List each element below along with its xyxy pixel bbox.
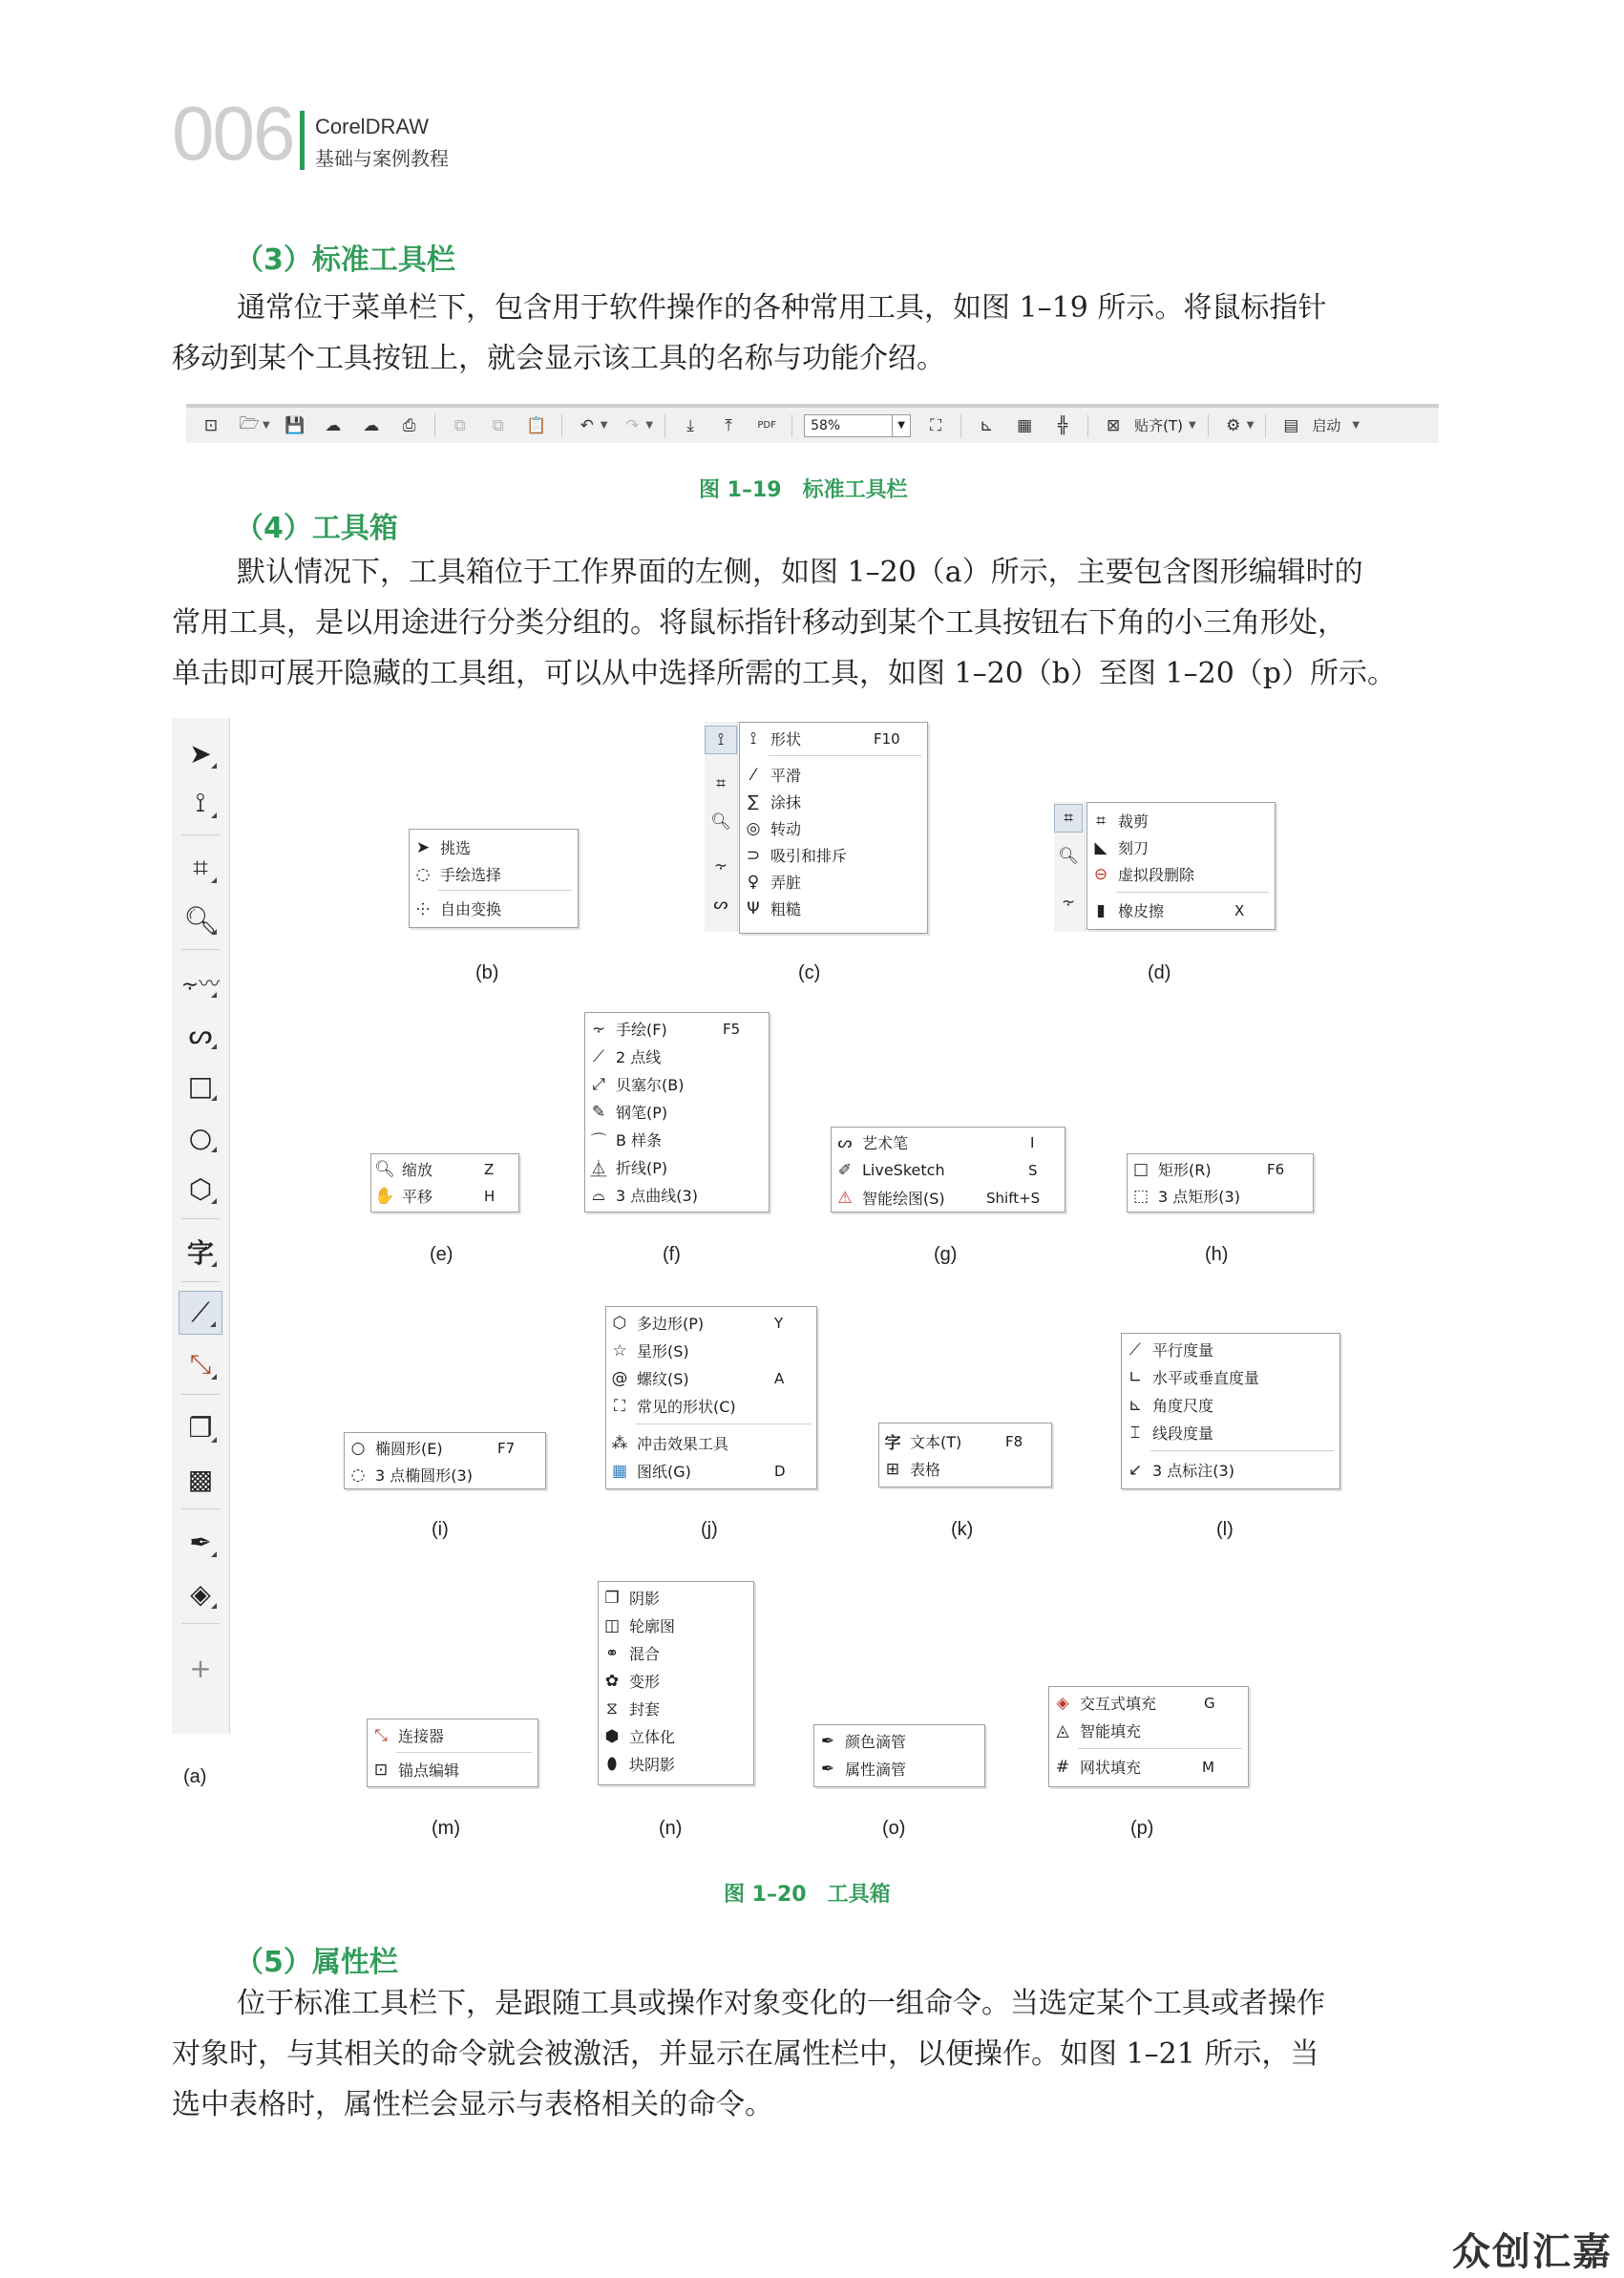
quick-customize-icon[interactable]: + — [189, 1652, 212, 1684]
menu-separator — [769, 755, 921, 756]
grid-icon[interactable]: ▦ — [1017, 415, 1033, 435]
dropdown-arrow-icon[interactable]: ▼ — [263, 420, 270, 431]
dropdown-arrow-icon[interactable]: ▼ — [1188, 420, 1196, 431]
full-screen-preview-icon[interactable]: ⛶ — [930, 415, 942, 435]
ellipse-tool-icon[interactable]: ○ — [172, 1115, 229, 1159]
menu-item[interactable]: ☆ 星形(S) — [606, 1337, 689, 1364]
three-point-ellipse-icon: ◌ — [350, 1465, 366, 1485]
menu-separator — [1078, 1748, 1242, 1749]
subfigure-label-g: (g) — [934, 1244, 958, 1265]
cloud-download-icon[interactable]: ☁ — [325, 415, 342, 435]
new-document-icon[interactable]: ⊡ — [203, 415, 219, 435]
menu-item[interactable]: ◣ 刻刀 — [1087, 833, 1149, 861]
color-eyedropper-icon: ✒ — [820, 1731, 835, 1751]
subfigure-label-d: (d) — [1148, 962, 1171, 983]
para-line: 选中表格时，属性栏会显示与表格相关的命令。 — [172, 2088, 773, 2121]
drop-shadow-tool-icon[interactable]: ❐ — [172, 1405, 229, 1449]
cloud-upload-icon[interactable]: ☁ — [363, 415, 380, 435]
toolbar-separator — [1265, 414, 1266, 437]
subfigure-label-a: (a) — [183, 1766, 207, 1787]
pick-icon: ➤ — [415, 837, 431, 857]
menu-item[interactable]: ∑ 涂抹 — [740, 788, 801, 815]
polygon-tool-flyout — [605, 1306, 817, 1489]
freehand-tool-icon[interactable]: ⸟ — [713, 856, 728, 875]
menu-separator — [1116, 892, 1269, 893]
menu-item[interactable]: ○ 椭圆形(E) F7 — [345, 1434, 443, 1462]
three-point-rectangle-icon: ⬚ — [1132, 1186, 1149, 1206]
section-heading-property-bar: （5）属性栏 — [235, 1946, 398, 1979]
shape-tool-icon[interactable]: ⟟ — [172, 781, 229, 825]
subfigure-label-n: (n) — [659, 1818, 683, 1839]
toolbox-separator — [181, 1623, 220, 1624]
menu-item[interactable]: ⬡ 多边形(P) Y — [606, 1309, 704, 1337]
menu-item[interactable]: ◌ 3 点椭圆形(3) — [345, 1461, 473, 1488]
menu-item[interactable]: ⬚ 3 点矩形(3) — [1128, 1182, 1240, 1210]
drop-shadow-icon: ❐ — [604, 1588, 620, 1608]
attract-repel-icon: ⊃ — [746, 845, 761, 865]
two-point-line-icon: ⟋ — [593, 1046, 604, 1066]
star-icon: ☆ — [612, 1340, 627, 1360]
menu-item[interactable]: ⧖ 封套 — [599, 1695, 660, 1722]
menu-item[interactable]: 🔍︎ 缩放 Z — [371, 1155, 432, 1183]
zoom-level-value: 58% — [811, 417, 841, 433]
text-tool-flyout — [878, 1423, 1052, 1487]
text-tool-icon[interactable]: 字 — [172, 1230, 229, 1274]
options-gear-icon[interactable]: ⚙ — [1226, 415, 1241, 435]
toolbox-separator — [181, 1218, 220, 1219]
envelope-icon: ⧖ — [606, 1698, 618, 1719]
text-icon: 字 — [884, 1434, 901, 1453]
anchor-edit-icon: ⊡ — [373, 1760, 389, 1780]
freehand-tool-icon[interactable]: ⸟〰 — [180, 972, 221, 997]
chevron-down-icon[interactable]: ▼ — [892, 415, 910, 436]
para-line: 移动到某个工具按钮上，就会显示该工具的名称与功能介绍。 — [172, 342, 945, 375]
menu-item[interactable]: ⸟ 手绘(F) F5 — [585, 1015, 667, 1043]
menu-item[interactable]: 字 文本(T) F8 — [879, 1427, 961, 1455]
toolbox-side-strip — [705, 722, 738, 932]
rectangle-icon: □ — [1132, 1159, 1149, 1179]
subfigure-label-o: (o) — [882, 1818, 906, 1839]
artistic-media-tool-icon[interactable]: ᔕ — [713, 895, 728, 914]
menu-item[interactable]: ⁂ 冲击效果工具 — [606, 1429, 728, 1457]
menu-item[interactable]: ⬮ 块阴影 — [599, 1750, 675, 1778]
dropdown-arrow-icon[interactable]: ▼ — [1246, 420, 1255, 431]
common-shapes-icon: ⛶ — [614, 1396, 625, 1416]
pan-hand-icon: ✋ — [374, 1186, 395, 1206]
menu-item[interactable]: ↙ 3 点标注(3) — [1122, 1456, 1234, 1484]
redo-icon[interactable]: ↷ — [625, 415, 640, 435]
artistic-media-flyout — [831, 1127, 1065, 1213]
export-icon[interactable]: ⤒ — [725, 415, 732, 435]
import-icon[interactable]: ⤓ — [686, 415, 694, 435]
menu-item[interactable]: ⸭ 自由变换 — [410, 895, 501, 922]
menu-item[interactable]: ✋ 平移 H — [371, 1182, 432, 1210]
bezier-icon: ⤢ — [592, 1074, 605, 1094]
eyedropper-tool-flyout — [813, 1724, 985, 1787]
para-line: 默认情况下，工具箱位于工作界面的左侧，如图 1–20（a）所示，主要包含图形编辑时的 — [237, 556, 1363, 589]
graph-paper-icon: ▦ — [611, 1461, 628, 1481]
menu-separator — [1150, 1450, 1334, 1451]
smear-icon: ∑ — [748, 791, 759, 812]
launch-button[interactable]: 启动 — [1312, 417, 1341, 434]
parallel-dimension-icon: ⟋ — [1129, 1339, 1141, 1360]
toolbox-separator — [181, 949, 220, 950]
mesh-fill-icon: # — [1055, 1757, 1070, 1777]
menu-item[interactable]: ◈ 交互式填充 G — [1049, 1689, 1156, 1717]
dropdown-arrow-icon[interactable]: ▼ — [1352, 420, 1360, 431]
toolbox-separator — [181, 834, 220, 835]
menu-item[interactable]: ◌ 手绘选择 — [410, 860, 501, 888]
menu-item[interactable]: ⊡ 锚点编辑 — [368, 1756, 459, 1783]
distort-icon: ✿ — [604, 1671, 620, 1691]
spiral-icon: @ — [611, 1368, 628, 1388]
attributes-eyedropper-icon: ✒ — [820, 1759, 835, 1779]
polygon-tool-icon[interactable]: ⬡ — [172, 1167, 229, 1211]
virtual-segment-delete-icon: ⊖ — [1093, 864, 1108, 884]
interactive-fill-icon: ◈ — [1056, 1693, 1069, 1713]
freehand-pick-icon: ◌ — [415, 864, 431, 884]
zoom-tool-icon[interactable]: 🔍︎ — [183, 903, 218, 936]
menu-item[interactable]: ◎ 转动 — [740, 814, 801, 842]
smudge-icon: ♀ — [747, 872, 760, 892]
subfigure-label-p: (p) — [1130, 1818, 1154, 1839]
menu-item[interactable]: ⬢ 立体化 — [599, 1722, 675, 1750]
subfigure-label-l: (l) — [1216, 1519, 1234, 1540]
freehand-icon: ⸟ — [591, 1019, 606, 1039]
watermark: 众创汇嘉 — [1452, 2230, 1613, 2274]
subfigure-label-h: (h) — [1205, 1244, 1229, 1265]
menu-item[interactable]: ✒ 属性滴管 — [814, 1755, 906, 1782]
menu-item[interactable]: ⚠ 智能绘图(S) Shift+S — [832, 1184, 945, 1212]
toolbar-separator — [791, 414, 792, 437]
polyline-icon: ⏅ — [590, 1160, 607, 1179]
block-shadow-icon: ⬮ — [606, 1754, 618, 1774]
menu-item[interactable]: ⟋ 平行度量 — [1122, 1336, 1213, 1363]
toolbox-side-strip — [1054, 802, 1086, 932]
connector-tool-icon[interactable]: ⤡ — [172, 1342, 229, 1386]
shape-tool-icon[interactable]: ⟟ — [705, 726, 737, 754]
toolbar-separator — [561, 414, 562, 437]
save-icon[interactable]: 💾 — [285, 415, 306, 435]
menu-item[interactable]: ✿ 变形 — [599, 1667, 660, 1695]
segment-dimension-icon: ⌶ — [1129, 1423, 1141, 1443]
header-title: CorelDRAW — [315, 115, 429, 138]
polygon-icon: ⬡ — [612, 1313, 627, 1333]
angular-dimension-icon: ⊾ — [1128, 1395, 1143, 1415]
eyedropper-tool-icon[interactable]: ✒ — [172, 1520, 229, 1564]
menu-item[interactable]: Ψ 粗糙 — [740, 895, 801, 922]
section-heading-standard-toolbar: （3）标准工具栏 — [235, 243, 455, 277]
toolbox-separator — [181, 1508, 220, 1509]
menu-item[interactable]: ⏅ 折线(P) — [585, 1153, 667, 1181]
blend-icon: ⚭ — [604, 1643, 620, 1663]
zoom-tool-flyout — [370, 1153, 519, 1213]
menu-item[interactable]: ➤ 挑选 — [410, 833, 471, 861]
freehand-tool-icon[interactable]: ⸟ — [1061, 893, 1076, 912]
copy-icon[interactable]: ⧉ — [492, 415, 504, 435]
transparency-tool-icon[interactable]: ▩ — [187, 1463, 214, 1495]
pick-tool-flyout — [409, 829, 579, 928]
menu-item[interactable]: @ 螺纹(S) A — [606, 1364, 689, 1392]
dropdown-arrow-icon[interactable]: ▼ — [645, 420, 654, 431]
menu-item[interactable]: ◬ 智能填充 — [1049, 1717, 1141, 1744]
menu-item[interactable]: ◫ 轮廓图 — [599, 1612, 675, 1639]
subfigure-label-k: (k) — [951, 1519, 974, 1540]
menu-item[interactable]: ⛶ 常见的形状(C) — [606, 1392, 736, 1420]
para-line: 单击即可展开隐藏的工具组，可以从中选择所需的工具，如图 1–20（b）至图 1–20（p）所示。 — [172, 657, 1397, 690]
three-point-curve-icon: ⌓ — [592, 1185, 605, 1205]
crop-icon: ⌗ — [1096, 811, 1106, 831]
livesketch-icon: ✐ — [837, 1160, 853, 1180]
ellipse-icon: ○ — [350, 1438, 366, 1458]
menu-item[interactable]: ⟋ 2 点线 — [585, 1043, 661, 1070]
contour-icon: ◫ — [603, 1615, 621, 1635]
menu-item[interactable]: ⤢ 贝塞尔(B) — [585, 1070, 684, 1098]
interactive-fill-tool-icon[interactable]: ◈ — [172, 1571, 229, 1615]
menu-item[interactable]: ∟ 水平或垂直度量 — [1122, 1363, 1259, 1391]
roughen-icon: Ψ — [747, 898, 760, 918]
artistic-media-icon: ᔕ — [837, 1132, 853, 1152]
rectangle-tool-flyout — [1127, 1153, 1314, 1213]
knife-icon: ◣ — [1094, 837, 1107, 857]
rulers-icon[interactable]: ⊾ — [979, 415, 994, 435]
menu-item[interactable]: □ 矩形(R) F6 — [1128, 1155, 1212, 1183]
section-heading-toolbox: （4）工具箱 — [235, 512, 398, 545]
dropdown-arrow-icon[interactable]: ▼ — [600, 420, 608, 431]
subfigure-label-e: (e) — [430, 1244, 453, 1265]
para-line: 常用工具，是以用途进行分类分组的。将鼠标指针移动到某个工具按钮右下角的小三角形处， — [172, 606, 1346, 640]
header-divider — [300, 111, 305, 170]
menu-item[interactable]: ⌒ B 样条 — [585, 1126, 662, 1153]
menu-item[interactable]: ⌓ 3 点曲线(3) — [585, 1181, 698, 1209]
toolbox-separator — [181, 1394, 220, 1395]
menu-item[interactable]: ▮ 橡皮擦 X — [1087, 896, 1164, 924]
b-spline-icon: ⌒ — [590, 1132, 607, 1151]
twirl-icon: ◎ — [746, 818, 761, 838]
zoom-icon: 🔍︎ — [374, 1159, 395, 1179]
free-transform-icon: ⸭ — [416, 900, 430, 919]
subfigure-label-b: (b) — [475, 962, 499, 983]
effects-tool-flyout — [598, 1581, 754, 1785]
menu-item[interactable]: ⌶ 线段度量 — [1122, 1419, 1213, 1446]
subfigure-label-m: (m) — [432, 1818, 460, 1839]
print-icon[interactable]: ⎙ — [402, 415, 416, 435]
menu-separator — [396, 1752, 532, 1753]
menu-item[interactable]: ✎ 钢笔(P) — [585, 1098, 667, 1126]
menu-item[interactable]: ♀ 弄脏 — [740, 868, 801, 896]
paragraph-toolbox — [172, 547, 1451, 699]
pdf-export-icon[interactable]: PDF — [757, 420, 776, 431]
smooth-icon: ⁄ — [751, 765, 755, 785]
zoom-level-select[interactable] — [804, 414, 911, 437]
extrude-icon: ⬢ — [604, 1726, 620, 1746]
paste-icon[interactable]: 📋 — [526, 415, 547, 435]
menu-item[interactable]: ⚭ 混合 — [599, 1639, 660, 1667]
para-line: 通常位于菜单栏下，包含用于软件操作的各种常用工具，如图 1–19 所示。将鼠标指针 — [237, 291, 1327, 325]
connector-icon: ⤡ — [374, 1725, 388, 1745]
undo-icon[interactable]: ↶ — [580, 415, 594, 435]
snap-to-button[interactable]: 贴齐(T) — [1134, 417, 1183, 434]
subfigure-label-f: (f) — [663, 1244, 681, 1265]
guidelines-icon[interactable]: ╬ — [1057, 415, 1068, 435]
rectangle-tool-icon[interactable]: □ — [172, 1064, 229, 1107]
menu-separator — [438, 890, 572, 891]
menu-item[interactable]: ❐ 阴影 — [599, 1584, 660, 1612]
pen-icon: ✎ — [591, 1102, 606, 1122]
menu-item[interactable]: ⌗ 裁剪 — [1087, 807, 1149, 834]
toolbar-separator — [1087, 414, 1088, 437]
crop-tool-icon[interactable]: ⌗ — [172, 846, 229, 890]
table-icon: ⊞ — [885, 1459, 900, 1479]
impact-effect-icon: ⁂ — [611, 1433, 628, 1453]
ellipse-tool-flyout — [344, 1432, 546, 1489]
toolbar-separator — [664, 414, 665, 437]
menu-item[interactable]: ⤡ 连接器 — [368, 1721, 444, 1749]
crop-tool-flyout — [1086, 802, 1276, 930]
menu-item[interactable]: ▦ 图纸(G) D — [606, 1457, 691, 1485]
crop-tool-icon[interactable]: ⌗ — [1054, 804, 1083, 833]
menu-item[interactable]: ✒ 颜色滴管 — [814, 1727, 906, 1755]
toolbar-separator — [1208, 414, 1209, 437]
dimension-tool-flyout — [1121, 1333, 1340, 1489]
toolbox-panel — [172, 718, 230, 1734]
eraser-icon: ▮ — [1096, 900, 1106, 920]
dimension-tool-icon[interactable]: ⟋ — [179, 1291, 222, 1335]
subfigure-label-j: (j) — [701, 1519, 718, 1540]
three-point-callout-icon: ↙ — [1128, 1460, 1143, 1480]
header-subtitle: 基础与案例教程 — [315, 147, 449, 170]
subfigure-label-i: (i) — [432, 1519, 449, 1540]
menu-item[interactable]: ᔕ 艺术笔 I — [832, 1128, 908, 1156]
standard-toolbar-figure — [186, 404, 1439, 443]
application-launcher-icon[interactable]: ▤ — [1283, 415, 1299, 435]
para-line: 位于标准工具栏下，是跟随工具或操作对象变化的一组命令。当选定某个工具或者操作 — [237, 1987, 1325, 2020]
toolbox-separator — [181, 1281, 220, 1282]
fill-tool-flyout — [1048, 1686, 1249, 1787]
subfigure-label-c: (c) — [798, 962, 821, 983]
crop-tool-icon[interactable]: ⌗ — [716, 774, 726, 793]
shape-icon: ⟟ — [749, 728, 757, 749]
smart-fill-icon: ◬ — [1056, 1720, 1069, 1740]
menu-item[interactable]: ⁄ 平滑 — [740, 761, 801, 789]
page-number: 006 — [172, 91, 294, 176]
para-line: 对象时，与其相关的命令就会被激活，并显示在属性栏中，以便操作。如图 1–21 所示，当 — [172, 2037, 1319, 2071]
artistic-media-tool-icon[interactable]: ᔕ — [172, 1012, 229, 1056]
connector-tool-flyout — [367, 1719, 538, 1787]
zoom-tool-icon[interactable]: 🔍︎ — [710, 812, 731, 832]
paragraph-standard-toolbar — [172, 283, 1451, 384]
freehand-tool-flyout — [584, 1012, 770, 1213]
menu-item[interactable]: ⊞ 表格 — [879, 1455, 940, 1483]
smart-drawing-icon: ⚠ — [837, 1188, 853, 1208]
paragraph-property-bar — [172, 1978, 1451, 2130]
snap-off-icon[interactable]: ⊠ — [1106, 415, 1121, 435]
menu-item[interactable]: ⟟ 形状 F10 — [740, 725, 801, 752]
menu-item[interactable]: ⊃ 吸引和排斥 — [740, 841, 847, 869]
toolbar-separator — [960, 414, 961, 437]
cut-icon[interactable]: ⧉ — [453, 415, 466, 435]
figure-caption-1-20: 图 1–20 工具箱 — [724, 1883, 891, 1907]
menu-item[interactable]: ⊾ 角度尺度 — [1122, 1391, 1213, 1419]
figure-caption-1-19: 图 1–19 标准工具栏 — [699, 478, 908, 502]
menu-item[interactable]: # 网状填充 M — [1049, 1753, 1141, 1781]
toolbar-separator — [434, 414, 435, 437]
open-folder-icon[interactable]: 🗁 — [239, 414, 260, 433]
horizontal-vertical-dimension-icon: ∟ — [1128, 1367, 1143, 1387]
shape-tool-flyout — [739, 722, 928, 934]
menu-item[interactable]: ⊖ 虚拟段删除 — [1087, 860, 1194, 888]
zoom-tool-icon[interactable]: 🔍︎ — [1058, 847, 1079, 866]
pick-tool-icon[interactable]: ➤ — [172, 731, 229, 775]
menu-item[interactable]: ✐ LiveSketch S — [832, 1156, 945, 1184]
